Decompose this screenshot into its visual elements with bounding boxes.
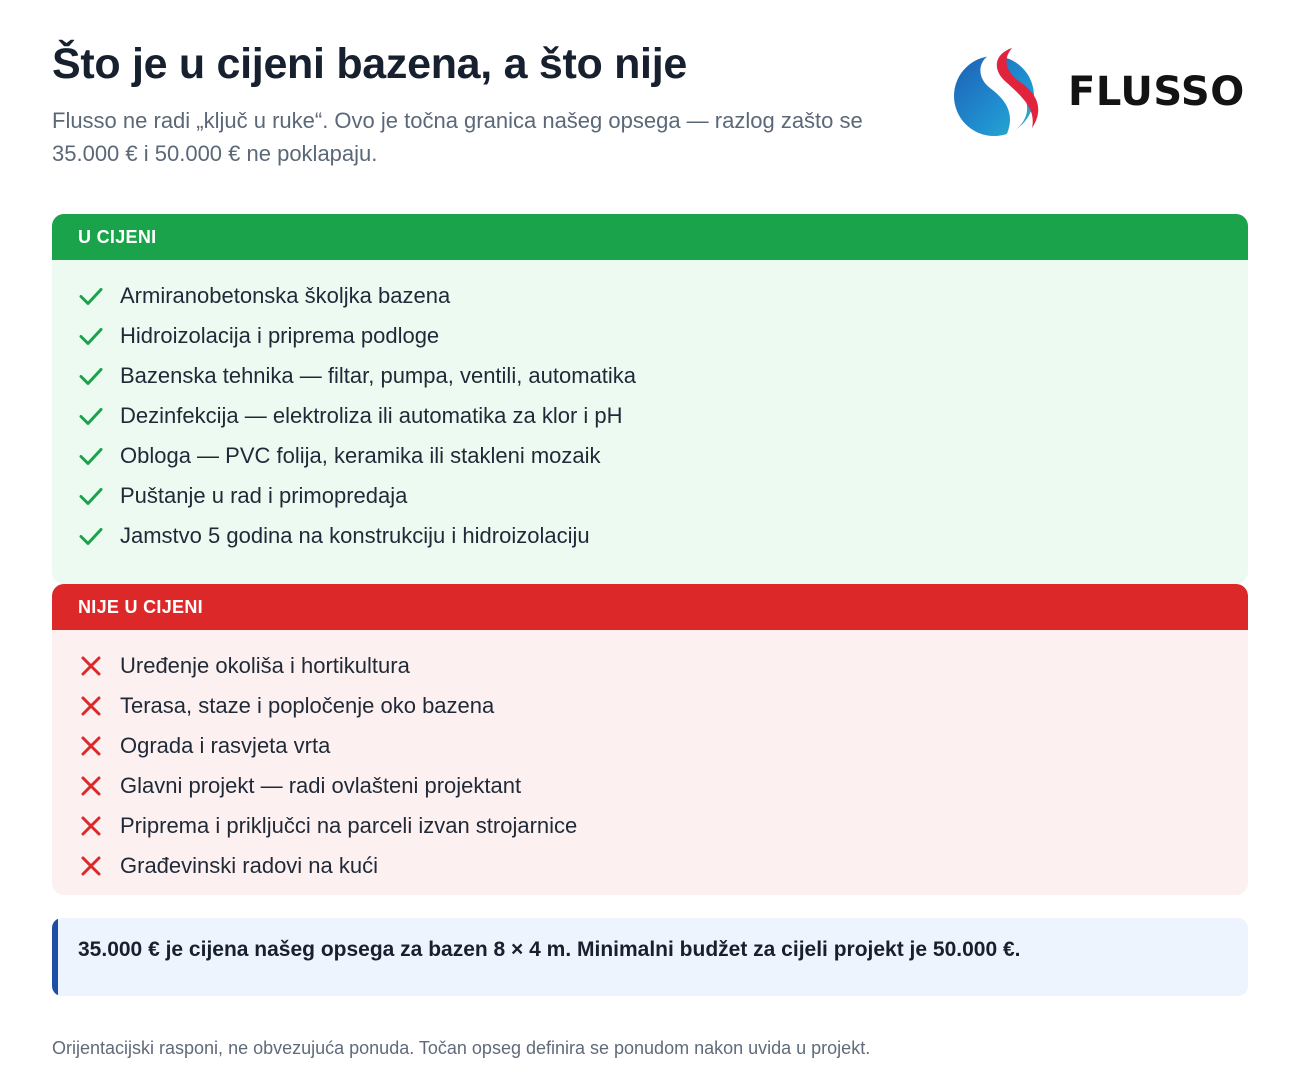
- brand-logo: [950, 44, 1250, 140]
- list-item-label: Dezinfekcija — elektroliza ili automatika za klor i pH: [120, 403, 623, 428]
- list-item-label: Građevinski radovi na kući: [120, 853, 379, 878]
- included-heading: U CIJENI: [52, 214, 1248, 260]
- list-item: [52, 516, 1248, 556]
- page-subtitle: Flusso ne radi „ključ u ruke“. Ovo je točna granica našeg opsega — razlog zašto se 35.000 € i 50.000 € ne poklapaju.: [52, 108, 863, 166]
- disclaimer: Orijentacijski rasponi, ne obvezujuća ponuda. Točan opseg definira se ponudom nakon uvida u projekt.: [52, 1038, 871, 1058]
- excluded-heading: NIJE U CIJENI: [52, 584, 1248, 630]
- list-item: [52, 396, 1248, 436]
- list-item: [52, 276, 1248, 316]
- flusso-logo-icon: [950, 44, 1046, 140]
- x-icon: [78, 653, 104, 679]
- note-text: 35.000 € je cijena našeg opsega za bazen 8 × 4 m. Minimalni budžet za cijeli projekt je 50.000 €.: [78, 938, 1021, 961]
- list-item-label: Ograda i rasvjeta vrta: [120, 733, 331, 758]
- list-item: [52, 806, 1248, 846]
- list-item-label: Bazenska tehnika — filtar, pumpa, ventili, automatika: [120, 363, 637, 388]
- list-item: [52, 846, 1248, 886]
- list-item-label: Glavni projekt — radi ovlašteni projektant: [120, 773, 522, 798]
- check-icon: [78, 363, 104, 389]
- x-icon: [78, 853, 104, 879]
- list-item-label: Terasa, staze i popločenje oko bazena: [120, 693, 495, 718]
- list-item: [52, 316, 1248, 356]
- page-title: Što je u cijeni bazena, a što nije: [52, 40, 687, 88]
- list-item: [52, 436, 1248, 476]
- excluded-section: [52, 584, 1248, 895]
- x-icon: [78, 813, 104, 839]
- note-accent-bar: [52, 918, 58, 996]
- check-icon: [78, 523, 104, 549]
- list-item-label: Armiranobetonska školjka bazena: [120, 283, 451, 308]
- list-item-label: Priprema i priključci na parceli izvan strojarnice: [120, 813, 578, 838]
- check-icon: [78, 483, 104, 509]
- list-item: [52, 766, 1248, 806]
- x-icon: [78, 693, 104, 719]
- included-section: [52, 214, 1248, 584]
- x-icon: [78, 733, 104, 759]
- list-item-label: Jamstvo 5 godina na konstrukciju i hidroizolaciju: [120, 523, 590, 548]
- check-icon: [78, 283, 104, 309]
- list-item: [52, 686, 1248, 726]
- x-icon: [78, 773, 104, 799]
- list-item: [52, 646, 1248, 686]
- check-icon: [78, 403, 104, 429]
- list-item: [52, 356, 1248, 396]
- budget-note: [52, 918, 1248, 996]
- check-icon: [78, 323, 104, 349]
- check-icon: [78, 443, 104, 469]
- list-item: [52, 726, 1248, 766]
- list-item-label: Uređenje okoliša i hortikultura: [120, 653, 410, 678]
- list-item: [52, 476, 1248, 516]
- list-item-label: Hidroizolacija i priprema podloge: [120, 323, 440, 348]
- excluded-list: [52, 630, 1248, 886]
- list-item-label: Puštanje u rad i primopredaja: [120, 483, 408, 508]
- brand-name: FLUSSO: [1068, 69, 1245, 115]
- included-list: [52, 260, 1248, 556]
- list-item-label: Obloga — PVC folija, keramika ili stakleni mozaik: [120, 443, 601, 468]
